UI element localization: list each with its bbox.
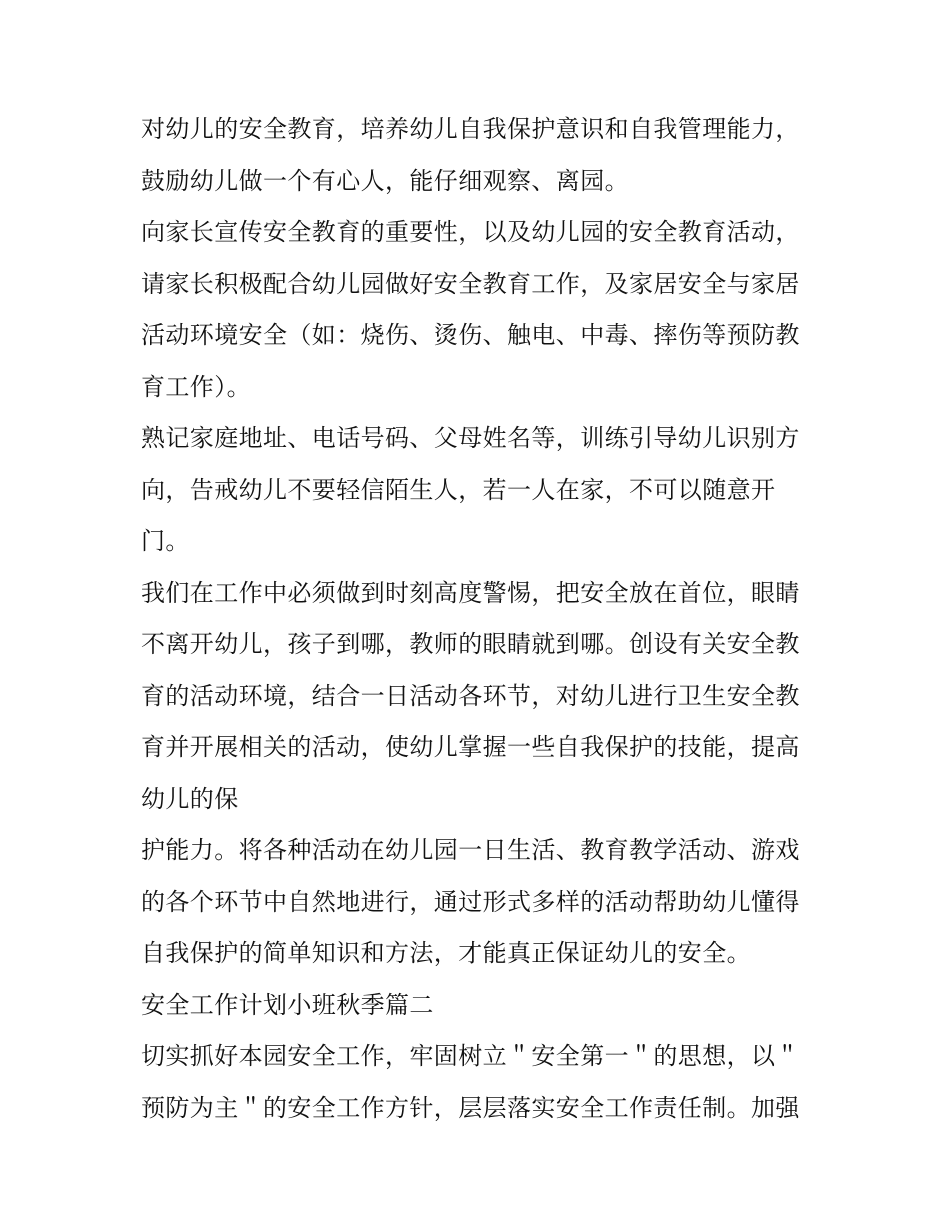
text-line: 自我保护的简单知识和方法，才能真正保证幼儿的安全。 <box>141 939 751 967</box>
text-line: 预防为主＂的安全工作方针，层层落实安全工作责任制。加强 <box>141 1093 800 1122</box>
text-line: 的各个环节中自然地进行，通过形式多样的活动帮助幼儿懂得 <box>141 887 800 916</box>
text-line: 不离开幼儿，孩子到哪，教师的眼睛就到哪。创设有关安全教 <box>141 630 800 658</box>
text-line: 护能力。将各种活动在幼儿园一日生活、教育教学活动、游戏 <box>141 836 800 864</box>
text-line: 活动环境安全（如：烧伤、烫伤、触电、中毒、摔伤等预防教 <box>141 321 800 349</box>
text-line: 请家长积极配合幼儿园做好安全教育工作，及家居安全与家居 <box>141 269 800 298</box>
text-line: 切实抓好本园安全工作，牢固树立＂安全第一＂的思想，以＂ <box>141 1042 800 1070</box>
text-line: 鼓励幼儿做一个有心人，能仔细观察、离园。 <box>141 166 629 195</box>
text-line: 对幼儿的安全教育，培养幼儿自我保护意识和自我管理能力， <box>141 115 800 143</box>
text-line: 育工作）。 <box>141 372 251 401</box>
text-line: 育并开展相关的活动，使幼儿掌握一些自我保护的技能，提高 <box>141 733 800 761</box>
text-line: 育的活动环境，结合一日活动各环节，对幼儿进行卫生安全教 <box>141 681 800 710</box>
body-text <box>141 104 821 1134</box>
section-heading: 安全工作计划小班秋季篇二 <box>141 990 434 1019</box>
text-line: 门。 <box>141 527 190 555</box>
text-line: 向，告戒幼儿不要轻信陌生人，若一人在家，不可以随意开 <box>141 475 776 504</box>
text-line: 我们在工作中必须做到时刻高度警惕，把安全放在首位，眼睛 <box>141 578 800 607</box>
text-line: 幼儿的保 <box>141 784 239 813</box>
text-line: 熟记家庭地址、电话号码、父母姓名等，训练引导幼儿识别方 <box>141 424 800 452</box>
text-line: 向家长宣传安全教育的重要性，以及幼儿园的安全教育活动， <box>141 218 800 246</box>
